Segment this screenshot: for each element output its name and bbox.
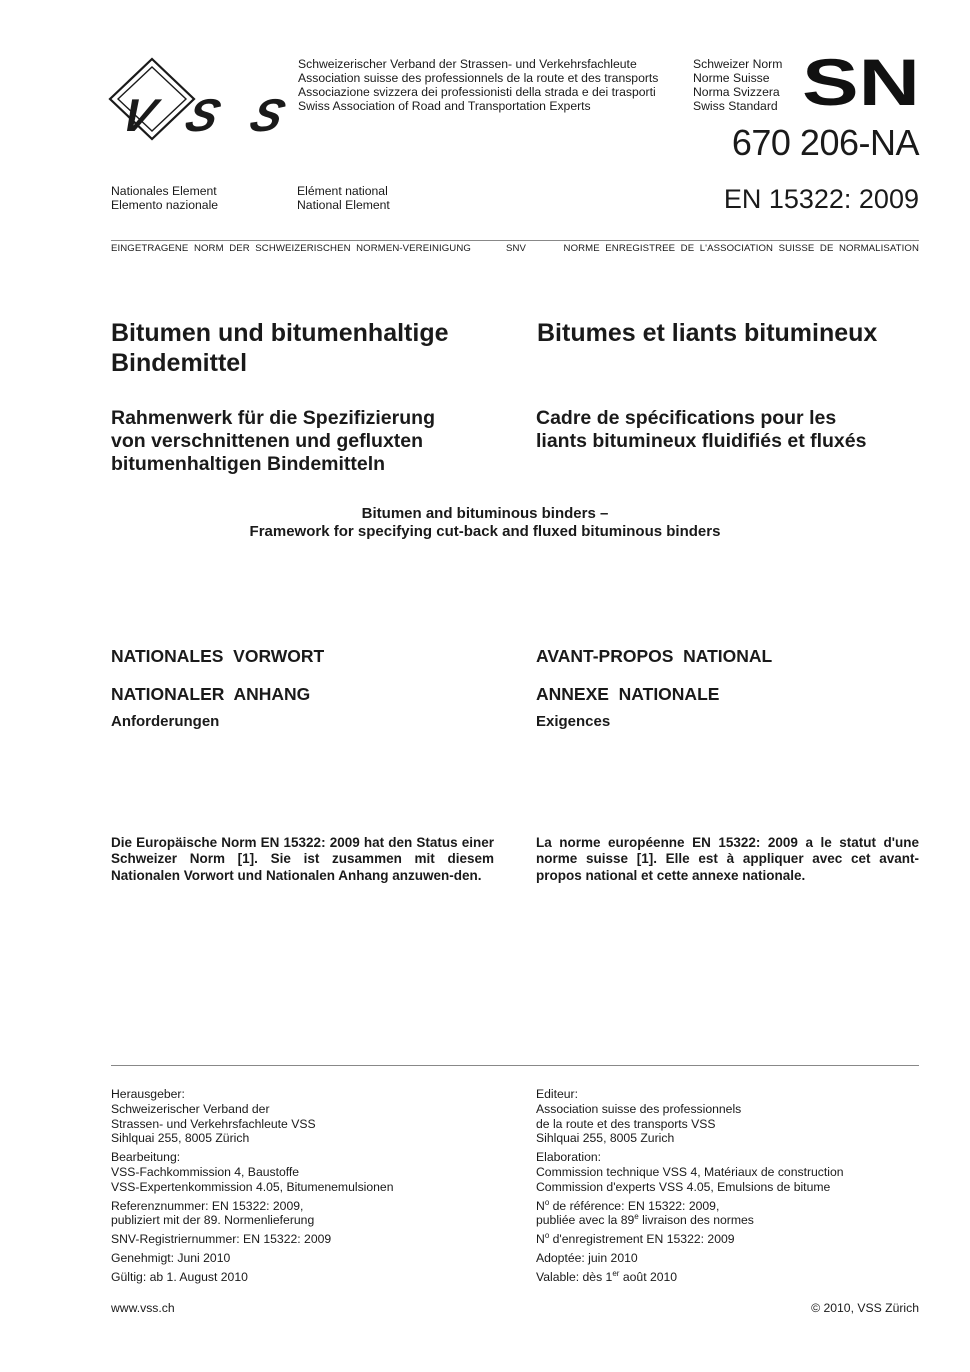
svg-text:SN: SN (802, 55, 920, 109)
subtitle-fr: Cadre de spécifications pour les liants bitumineux fluidifiés et fluxés (536, 407, 867, 452)
en-standard-number: EN 15322: 2009 (723, 184, 919, 214)
norm-label-en: Swiss Standard (693, 99, 778, 113)
footer-divider (111, 1065, 919, 1066)
registered-norm-snv: SNV (506, 243, 527, 254)
intro-paragraph-fr: La norme européenne EN 15322: 2009 a le statut d'une norme suisse [1]. Elle est à appliquer avec cet avant-propos national et cette annexe nationale. (536, 835, 919, 883)
foreword-heading-de: NATIONALES VORWORT (111, 646, 325, 666)
national-element-de: Nationales Element Elemento nazionale (111, 184, 219, 212)
title-de: Bitumen und bitumenhaltige Bindemittel (111, 319, 449, 377)
registration-number-fr: $N^o$ d'enregistrement EN 15322: 2009 (536, 1231, 735, 1247)
org-line-it: Associazione svizzera dei professionisti della strada e dei trasporti (298, 85, 656, 99)
norm-label-fr: Norme Suisse (693, 71, 770, 85)
norm-label-it: Norma Svizzera (693, 85, 780, 99)
sn-logo (802, 55, 920, 109)
subtitle-de: Rahmenwerk für die Spezifizierung von verschnittenen und gefluxten bitumenhaltigen Bindemitteln (111, 407, 435, 475)
header-divider (111, 240, 919, 241)
copyright: © 2010, VSS Zürich (811, 1301, 919, 1315)
foreword-heading-fr: AVANT-PROPOS NATIONAL (536, 646, 773, 666)
registered-norm-de: EINGETRAGENE NORM DER SCHWEIZERISCHEN NORMEN-VEREINIGUNG (111, 243, 471, 254)
org-line-de: Schweizerischer Verband der Strassen- und Verkehrsfachleute (298, 57, 637, 71)
annex-heading-de: NATIONALER ANHANG (111, 684, 311, 704)
published-with-fr: publiée avec la 89e livraison des normes (536, 1212, 754, 1228)
reference-number-fr: $N^o$ de référence: EN 15322: 2009, (536, 1197, 720, 1213)
annex-subheading-fr: Exigences (536, 713, 611, 730)
title-fr: Bitumes et liants bitumineux (537, 319, 878, 347)
intro-paragraph-de: Die Europäische Norm EN 15322: 2009 hat den Status einer Schweizer Norm [1]. Sie ist zusammen mit diesem Nationalen Vorwort und Nationalen Anhang anzuwen-den. (111, 835, 494, 883)
vss-logo (108, 57, 294, 141)
colophon-fr: Editeur: Association suisse des professionnels de la route et des transports VSS Sihlquai 255, 8005 Zurich Elaboration: Commission technique VSS 4, Matériaux de construction Commission d'experts VSS 4.05, Emulsions de bitume $N^o$ de référence: EN 15322: 2009, publiée avec la 89e livraison des normes $N^o$ d'enregistrement EN 15322: 2009 Adoptée: juin 2010 Valable: dès 1er août 2010 (536, 1087, 926, 1289)
org-line-fr: Association suisse des professionnels de la route et des transports (298, 71, 659, 85)
svg-text:VSS: VSS (114, 90, 292, 141)
norm-label-de: Schweizer Norm (693, 57, 783, 71)
document-number: 670 206-NA (731, 122, 919, 163)
website-link[interactable]: www.vss.ch (111, 1301, 175, 1315)
registered-norm-fr: NORME ENREGISTREE DE L'ASSOCIATION SUISSE DE NORMALISATION (563, 243, 919, 254)
org-line-en: Swiss Association of Road and Transportation Experts (298, 99, 591, 113)
norm-type-labels (693, 57, 782, 113)
title-en: Bitumen and bituminous binders – Framework for specifying cut-back and fluxed bituminous binders (249, 505, 721, 540)
annex-subheading-de: Anforderungen (111, 713, 220, 730)
national-element-fr: Elément national National Element (297, 184, 390, 212)
organisation-names (298, 57, 658, 113)
annex-heading-fr: ANNEXE NATIONALE (536, 684, 720, 704)
valid-from-fr: Valable: dès 1er août 2010 (536, 1268, 678, 1284)
colophon-de: Herausgeber: Schweizerischer Verband der Strassen- und Verkehrsfachleute VSS Sihlquai 255, 8005 Zürich Bearbeitung: VSS-Fachkommission 4, Baustoffe VSS-Expertenkommission 4.05, Bitumenemulsionen Referenznummer: EN 15322: 2009, publiziert mit der 89. Normenlieferung SNV-Registriernummer: EN 15322: 2009 Genehmigt: Juni 2010 Gültig: ab 1. August 2010 (111, 1087, 394, 1284)
